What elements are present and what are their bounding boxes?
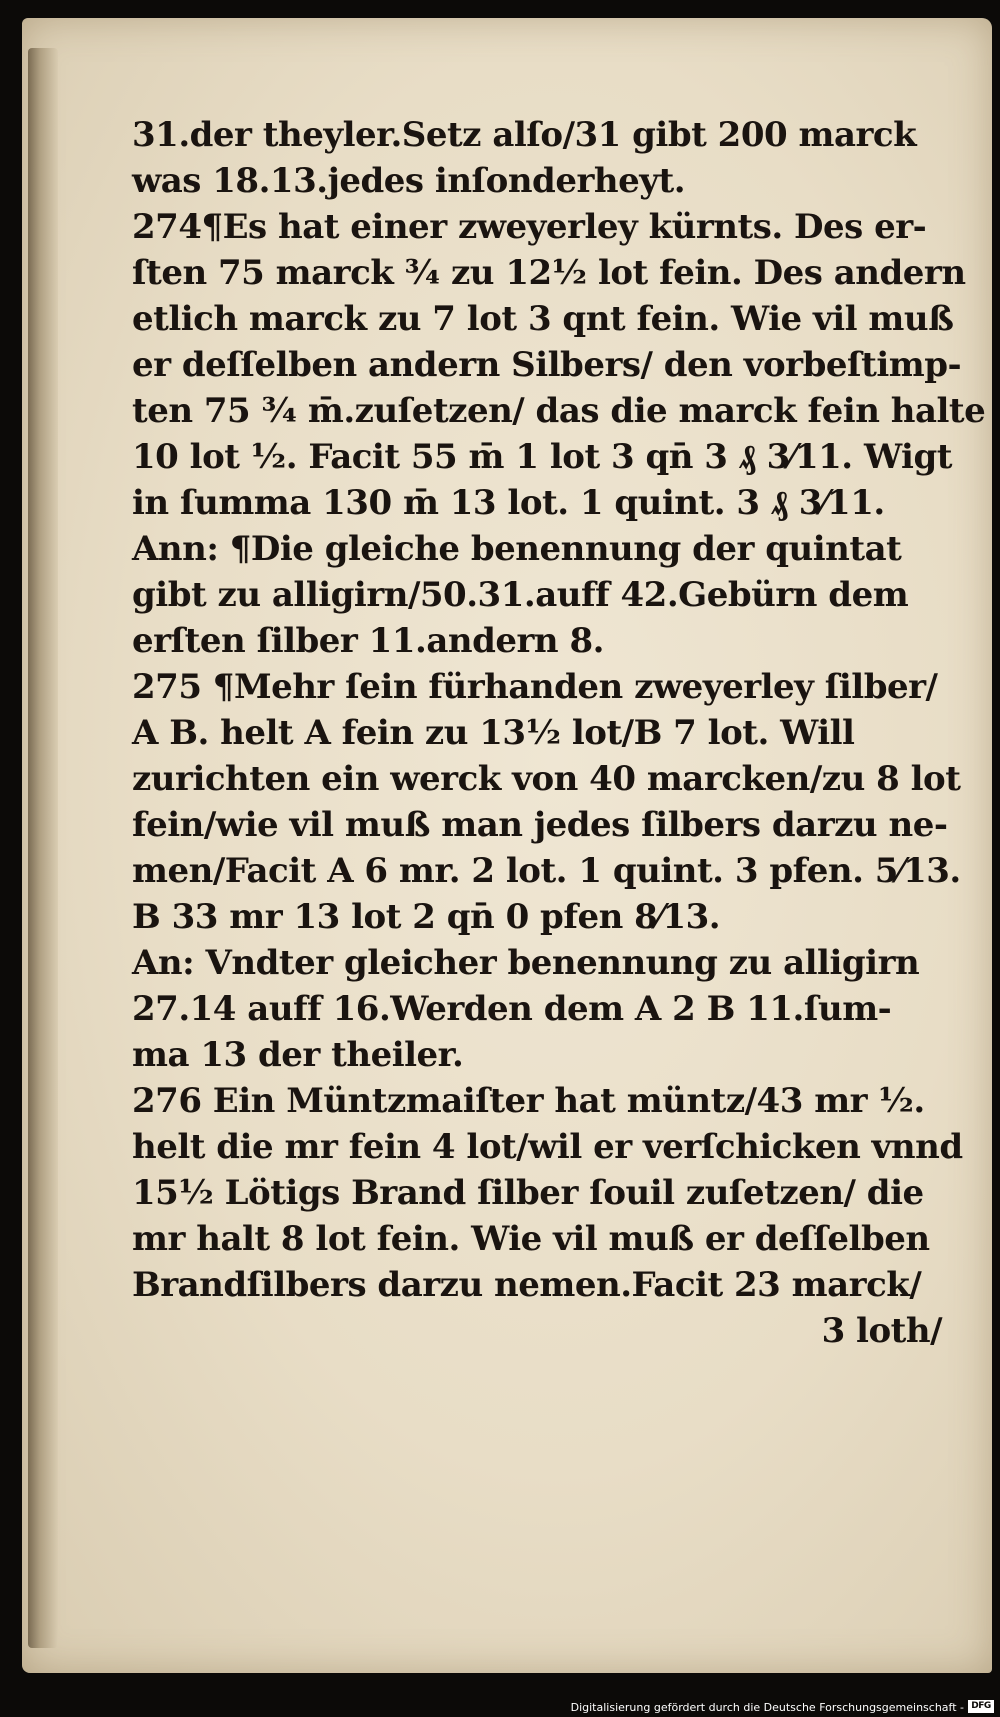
text-line: men/Facit A 6 mr. 2 lot. 1 quint. 3 pfen. 5⁄13. [132,851,961,891]
page-gutter [28,48,58,1648]
text-line: erſten ſilber 11.andern 8. [132,621,604,661]
text-line: 31.der theyler.Setz alſo/31 gibt 200 marck [132,115,917,155]
text-line: fein/wie vil muß man jedes ſilbers darzu ne- [132,805,948,845]
text-line: ſten 75 marck ¾ zu 12½ lot fein. Des andern [132,253,966,293]
text-line: B 33 mr 13 lot 2 qn̄ 0 pfen 8⁄13. [132,897,721,937]
page-text-block [132,112,986,1354]
text-line: zurichten ein werck von 40 marcken/zu 8 lot [132,759,961,799]
text-line: was 18.13.jedes inſonderheyt. [132,161,686,201]
footer-bar [0,1695,1000,1717]
text-line: 10 lot ½. Facit 55 m̄ 1 lot 3 qn̄ 3 ₰ 3⁄11. Wigt [132,437,952,477]
text-line: helt die mr fein 4 lot/wil er verſchicken vnnd [132,1127,963,1167]
text-line: An: Vndter gleicher benennung zu alligirn [132,943,920,983]
text-line: ma 13 der theiler. [132,1035,464,1075]
dfg-logo: DFG [968,1700,994,1713]
text-line: ten 75 ¾ m̄.zuſetzen/ das die marck fein halte [132,391,986,431]
text-line: gibt zu alligirn/50.31.auff 42.Gebürn dem [132,575,909,615]
funding-credit: Digitalisierung gefördert durch die Deutsche Forschungsgemeinschaft - [570,1701,964,1714]
text-line: er deſſelben andern Silbers/ den vorbeſtimp- [132,345,962,385]
text-line: 274¶Es hat einer zweyerley kürnts. Des er- [132,207,927,247]
text-line: etlich marck zu 7 lot 3 qnt fein. Wie vil muß [132,299,954,339]
catchword-line: 3 loth/ [821,1311,942,1351]
text-line: Ann: ¶Die gleiche benennung der quintat [132,529,902,569]
text-line: 27.14 auff 16.Werden dem A 2 B 11.ſum- [132,989,892,1029]
text-line: 275 ¶Mehr ſein fürhanden zweyerley ſilber/ [132,667,938,707]
text-line: 276 Ein Müntzmaiſter hat müntz/43 mr ½. [132,1081,925,1121]
text-line: Brandſilbers darzu nemen.Facit 23 marck/ [132,1265,922,1305]
text-line: 15½ Lötigs Brand ſilber ſouil zuſetzen/ die [132,1173,924,1213]
text-line: mr halt 8 lot fein. Wie vil muß er deſſelben [132,1219,930,1259]
text-line: in ſumma 130 m̄ 13 lot. 1 quint. 3 ₰ 3⁄11. [132,483,885,523]
text-line: A B. helt A fein zu 13½ lot/B 7 lot. Will [132,713,855,753]
